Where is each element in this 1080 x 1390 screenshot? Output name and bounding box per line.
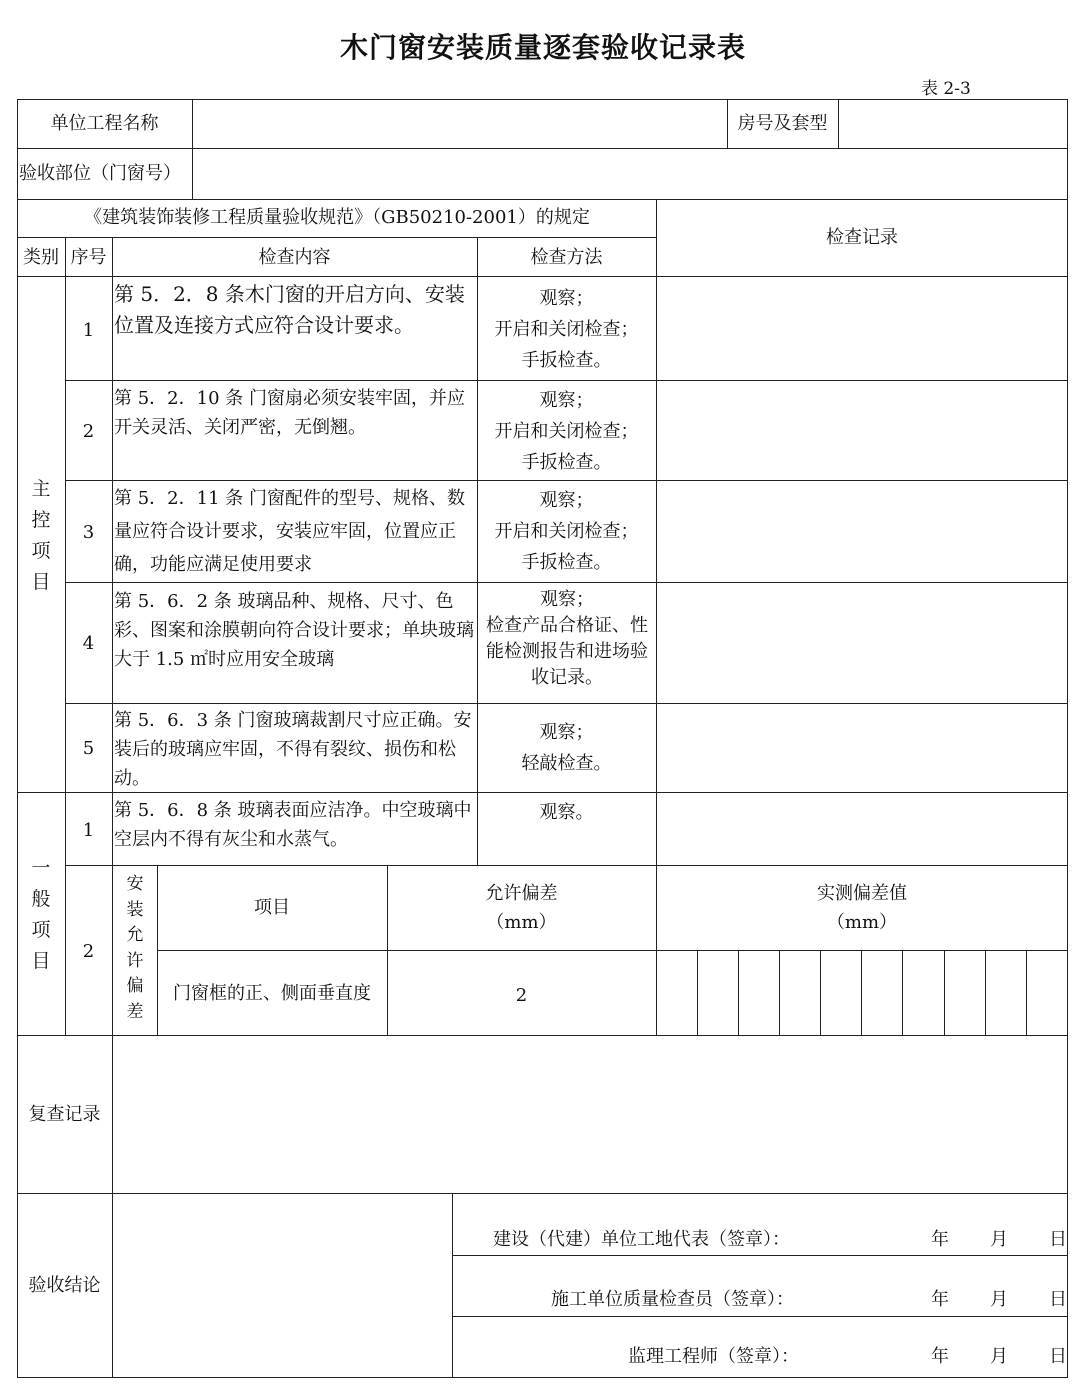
main-row-3-content: 第 5．2．11 条 门窗配件的型号、规格、数量应符合设计要求，安装应牢固，位置应正确，功能应满足使用要求 <box>114 488 465 575</box>
project-name-label: 单位工程名称 <box>50 113 159 134</box>
tolerance-item: 门窗框的正、侧面垂直度 <box>173 983 371 1004</box>
content-header: 检查内容 <box>258 247 331 268</box>
tolerance-item-header: 项目 <box>254 897 290 918</box>
measured-deviation-header: 实测偏差值 <box>817 883 907 904</box>
signer-contractor-year: 年 <box>931 1289 949 1310</box>
main-row-1-seq: 1 <box>82 320 95 341</box>
main-row-2-seq: 2 <box>82 421 95 442</box>
general-row-2-seq: 2 <box>82 941 95 962</box>
signer-supervisor-day: 日 <box>1049 1346 1067 1367</box>
main-row-1-method: 观察； 开启和关闭检查； 手扳检查。 <box>494 288 639 371</box>
method-header: 检查方法 <box>530 247 603 268</box>
main-row-5-seq: 5 <box>82 738 95 759</box>
main-items-category: 主控项目 <box>31 478 51 593</box>
main-row-4-seq: 4 <box>82 633 95 654</box>
signer-contractor-day: 日 <box>1049 1289 1067 1310</box>
record-header: 检查记录 <box>826 227 898 248</box>
signer-owner-month: 月 <box>990 1229 1008 1250</box>
signer-contractor-month: 月 <box>990 1289 1008 1310</box>
signer-contractor-inspector: 施工单位质量检查员（签章）： <box>551 1289 794 1310</box>
category-header: 类别 <box>23 247 59 268</box>
conclusion-label: 验收结论 <box>28 1275 101 1296</box>
table-number: 表 2-3 <box>921 79 971 99</box>
spec-title: 《建筑装饰装修工程质量验收规范》（GB50210-2001）的规定 <box>84 207 590 228</box>
signer-supervisor-month: 月 <box>990 1346 1008 1367</box>
signer-owner-year: 年 <box>931 1229 949 1250</box>
general-items-category: 一般项目 <box>31 857 51 972</box>
main-row-5-method: 观察； 轻敲检查。 <box>521 722 612 774</box>
tolerance-sublabel: 安装允许偏差 <box>126 874 144 1022</box>
general-row-1-seq: 1 <box>82 820 95 841</box>
location-label: 验收部位（门窗号） <box>19 163 181 184</box>
seq-header: 序号 <box>70 247 107 268</box>
allowed-deviation-value: 2 <box>515 985 528 1006</box>
main-row-1-content: 第 5．2．8 条木门窗的开启方向、安装位置及连接方式应符合设计要求。 <box>114 282 465 337</box>
main-row-5-content: 第 5．6．3 条 门窗玻璃裁割尺寸应正确。安装后的玻璃应牢固，不得有裂纹、损伤和松动。 <box>114 710 472 789</box>
main-row-4-content: 第 5．6．2 条 玻璃品种、规格、尺寸、色彩、图案和涂膜朝向符合设计要求；单块玻璃大于 1.5 ㎡时应用安全玻璃 <box>114 591 474 670</box>
signer-owner-rep: 建设（代建）单位工地代表（签章）： <box>493 1229 790 1250</box>
measured-deviation-unit: （mm） <box>826 912 898 933</box>
signer-supervisor: 监理工程师（签章）： <box>628 1346 799 1367</box>
allowed-deviation-header: 允许偏差 <box>485 883 558 904</box>
main-row-4-method: 观察； 检查产品合格证、性能检测报告和进场验收记录。 <box>486 589 648 688</box>
main-row-2-content: 第 5．2．10 条 门窗扇必须安装牢固，并应开关灵活、关闭严密，无倒翘。 <box>114 388 465 438</box>
page-title: 木门窗安装质量逐套验收记录表 <box>339 31 746 64</box>
main-row-3-method: 观察； 开启和关闭检查； 手扳检查。 <box>494 490 639 573</box>
general-row-1-content: 第 5．6．8 条 玻璃表面应洁净。中空玻璃中空层内不得有灰尘和水蒸气。 <box>114 800 472 850</box>
main-row-2-method: 观察； 开启和关闭检查； 手扳检查。 <box>494 390 639 473</box>
allowed-deviation-unit: （mm） <box>486 912 557 933</box>
general-row-1-method: 观察。 <box>539 802 594 823</box>
main-row-3-seq: 3 <box>82 522 95 543</box>
signer-supervisor-year: 年 <box>931 1346 949 1367</box>
room-label: 房号及套型 <box>737 113 828 134</box>
review-label: 复查记录 <box>28 1104 101 1125</box>
signer-owner-day: 日 <box>1049 1229 1067 1250</box>
